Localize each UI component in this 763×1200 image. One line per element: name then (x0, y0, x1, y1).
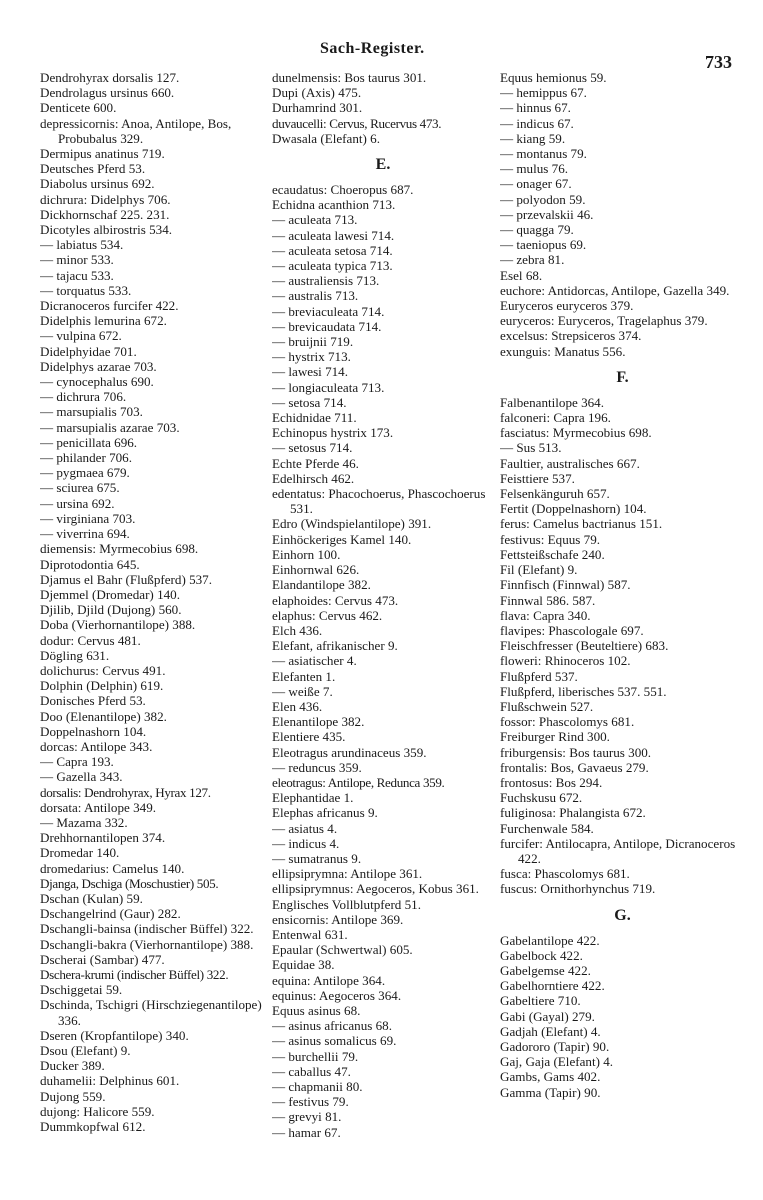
index-entry: — aculeata lawesi 714. (272, 227, 395, 243)
section-letter: F. (616, 368, 629, 386)
index-entry: Diprotodontia 645. (40, 556, 140, 572)
index-entry: Equidae 38. (272, 957, 335, 973)
index-entry: — mulus 76. (500, 161, 569, 177)
index-entry: Dwasala (Elefant) 6. (272, 130, 380, 146)
index-entry: Fuchskusu 672. (500, 790, 583, 806)
index-entry: — sciurea 675. (40, 480, 120, 496)
index-entry: — setosa 714. (272, 394, 347, 410)
index-entry: Echte Pferde 46. (272, 455, 359, 471)
index-entry: — hamar 67. (272, 1124, 341, 1140)
index-entry: exunguis: Manatus 556. (500, 343, 626, 359)
index-entry: — Gazella 343. (40, 769, 123, 785)
index-entry: friburgensis: Bos taurus 300. (500, 744, 652, 760)
index-entry: Drehhornantilopen 374. (40, 830, 166, 846)
index-entry: euchore: Antidorcas, Antilope, Gazella 349. (500, 282, 730, 298)
index-entry: — aculeata 713. (272, 212, 358, 228)
index-entry: Doba (Vierhornantilope) 388. (40, 617, 196, 633)
index-entry: — kiang 59. (500, 130, 566, 146)
index-entry: Dseren (Kropfantilope) 340. (40, 1027, 189, 1043)
index-entry: dorcas: Antilope 343. (40, 738, 153, 754)
page-header (0, 40, 763, 70)
index-entry: festivus: Equus 79. (500, 531, 601, 547)
index-entry: dorsata: Antilope 349. (40, 799, 157, 815)
index-entry: — taeniopus 69. (500, 237, 587, 253)
index-entry: — pygmaea 679. (40, 465, 130, 481)
index-entry: ellipsiprymnus: Aegoceros, Kobus 361. (272, 881, 479, 897)
index-entry: elaphus: Cervus 462. (272, 607, 383, 623)
index-entry: Echidna acanthion 713. (272, 197, 396, 213)
index-entry: — grevyi 81. (272, 1109, 342, 1125)
index-entry: — zebra 81. (500, 252, 565, 268)
index-entry: Didelphys azarae 703. (40, 358, 157, 374)
index-entry: Dschangli-bakra (Vierhornantilope) 388. (40, 936, 254, 952)
index-entry: Dermipus anatinus 719. (40, 146, 165, 162)
index-entry: diemensis: Myrmecobius 698. (40, 541, 199, 557)
index-entry: Dscherai (Sambar) 477. (40, 951, 165, 967)
index-entry: Doo (Elenantilope) 382. (40, 708, 167, 724)
index-entry: — philander 706. (40, 450, 133, 466)
index-entry: fossor: Phascolomys 681. (500, 714, 635, 730)
index-entry: Flußpferd 537. (500, 668, 578, 684)
index-entry: Echidnidae 711. (272, 410, 357, 426)
index-entry: Diabolus ursinus 692. (40, 176, 155, 192)
index-entry: Equus asinus 68. (272, 1002, 361, 1018)
index-entry: — sumatranus 9. (272, 850, 362, 866)
index-entry: Elch 436. (272, 622, 323, 638)
index-entry: fusca: Phascolomys 681. (500, 866, 630, 882)
index-entry: floweri: Rhinoceros 102. (500, 653, 631, 669)
index-entry: — asiatus 4. (272, 820, 338, 836)
index-entry: — asiatischer 4. (272, 653, 357, 669)
index-entry: — lawesi 714. (272, 364, 349, 380)
index-entry: Gadororo (Tapir) 90. (500, 1038, 610, 1054)
section-letter: G. (614, 906, 631, 924)
page-number: 733 (705, 52, 732, 72)
index-entry: — minor 533. (40, 252, 114, 268)
index-entry: Djemmel (Dromedar) 140. (40, 586, 180, 602)
index-entry: — penicillata 696. (40, 434, 138, 450)
index-entry: Flußschwein 527. (500, 698, 594, 714)
index-entry: Elen 436. (272, 698, 323, 714)
index-entry: Elephas africanus 9. (272, 805, 378, 821)
index-entry: Elentiere 435. (272, 729, 346, 745)
index-entry: Falbenantilope 364. (500, 394, 605, 410)
index-entry: Doppelnashorn 104. (40, 723, 147, 739)
index-entry: Denticete 600. (40, 100, 117, 116)
index-entry: equina: Antilope 364. (272, 972, 386, 988)
index-entry: Dögling 631. (40, 647, 110, 663)
index-entry: Furchenwale 584. (500, 820, 594, 836)
index-entry: dorsalis: Dendrohyrax, Hyrax 127. (40, 784, 211, 800)
index-entry: — asinus africanus 68. (272, 1018, 392, 1034)
index-entry: dunelmensis: Bos taurus 301. (272, 70, 427, 85)
index-entry: excelsus: Strepsiceros 374. (500, 328, 642, 344)
index-entry: Gabelantilope 422. (500, 932, 600, 948)
index-entry: Durhamrind 301. (272, 100, 363, 116)
index-entry: Dickhornschaf 225. 231. (40, 206, 170, 222)
index-entry: — onager 67. (500, 176, 572, 192)
index-entry: Dupi (Axis) 475. (272, 85, 362, 101)
index-entry: dodur: Cervus 481. (40, 632, 141, 648)
index-entry: Flußpferd, liberisches 537. 551. (500, 683, 667, 699)
index-entry: Entenwal 631. (272, 926, 348, 942)
index-entry: frontalis: Bos, Gavaeus 279. (500, 759, 649, 775)
index-entry: equinus: Aegoceros 364. (272, 987, 402, 1003)
index-entry: Freiburger Rind 300. (500, 729, 610, 745)
index-entry: Feisttiere 537. (500, 470, 575, 486)
index-entry: Gabelgemse 422. (500, 962, 591, 978)
index-entry: — bruijnii 719. (272, 334, 354, 350)
index-entry: — ursina 692. (40, 495, 115, 511)
index-entry: — burchellii 79. (272, 1048, 359, 1064)
index-entry: — longiaculeata 713. (272, 379, 385, 395)
index-entry: — hinnus 67. (500, 100, 571, 116)
index-entry: Fettsteißschafe 240. (500, 546, 605, 562)
index-entry: — virginiana 703. (40, 510, 136, 526)
index-entry: Didelphis lemurina 672. (40, 313, 167, 329)
index-entry: Elandantilope 382. (272, 577, 371, 593)
index-entry: Fertit (Doppelnashorn) 104. (500, 501, 647, 517)
index-entry: — dichrura 706. (40, 389, 127, 405)
index-entry: Dschan (Kulan) 59. (40, 890, 143, 906)
index-entry: Finnfisch (Finnwal) 587. (500, 577, 631, 593)
index-entry: edentatus: Phacochoerus, Phascochoerus 531. (272, 486, 486, 517)
index-entry: — indicus 4. (272, 835, 340, 851)
index-entry: Dendrolagus ursinus 660. (40, 85, 175, 101)
index-entry: Edelhirsch 462. (272, 470, 355, 486)
index-entry: — marsupialis 703. (40, 404, 143, 420)
index-entry: Gamma (Tapir) 90. (500, 1084, 601, 1100)
index-entry: euryceros: Euryceros, Tragelaphus 379. (500, 313, 708, 329)
index-entry: Fleischfresser (Beuteltiere) 683. (500, 638, 669, 654)
index-entry: Didelphyidae 701. (40, 343, 137, 359)
index-entry: Djamus el Bahr (Flußpferd) 537. (40, 571, 213, 587)
index-column-2 (272, 70, 494, 1140)
index-entry: Gaj, Gaja (Elefant) 4. (500, 1054, 614, 1070)
index-entry: — festivus 79. (272, 1094, 349, 1110)
index-entry: — torquatus 533. (40, 282, 132, 298)
index-entry: Edro (Windspielantilope) 391. (272, 516, 432, 532)
index-entry: Fil (Elefant) 9. (500, 562, 578, 578)
index-entry: — aculeata setosa 714. (272, 242, 393, 258)
index-entry: Deutsches Pferd 53. (40, 161, 146, 177)
index-entry: — weiße 7. (272, 683, 333, 699)
index-entry: Dolphin (Delphin) 619. (40, 678, 164, 694)
index-entry: Gadjah (Elefant) 4. (500, 1023, 601, 1039)
index-entry: ellipsiprymna: Antilope 361. (272, 866, 423, 882)
index-entry: Gabi (Gayal) 279. (500, 1008, 595, 1024)
index-entry: dolichurus: Cervus 491. (40, 662, 166, 678)
index-entry: duhamelii: Delphinus 601. (40, 1073, 180, 1089)
index-entry: — aculeata typica 713. (272, 258, 393, 274)
index-entry: — breviaculeata 714. (272, 303, 385, 319)
index-entry: duvaucelli: Cervus, Rucervus 473. (272, 115, 442, 131)
index-entry: flavipes: Phascologale 697. (500, 622, 644, 638)
index-entry: — vulpina 672. (40, 328, 122, 344)
index-entry: Einhornwal 626. (272, 562, 360, 578)
index-entry: Felsenkänguruh 657. (500, 486, 610, 502)
index-entry: furcifer: Antilocapra, Antilope, Dicranoceros 422. (500, 835, 736, 866)
index-entry: — hemippus 67. (500, 85, 587, 101)
index-entry: Gambs, Gams 402. (500, 1069, 601, 1085)
index-entry: — brevicaudata 714. (272, 318, 382, 334)
index-entry: — hystrix 713. (272, 349, 351, 365)
index-entry: Dschera-krumi (indischer Büffel) 322. (40, 966, 229, 982)
index-entry: — chapmanii 80. (272, 1079, 363, 1094)
index-entry: Dschangelrind (Gaur) 282. (40, 906, 181, 922)
index-entry: — australis 713. (272, 288, 359, 304)
index-entry: fuliginosa: Phalangista 672. (500, 805, 646, 821)
index-entry: dujong: Halicore 559. (40, 1103, 155, 1119)
index-entry: Dschangli-bainsa (indischer Büffel) 322. (40, 921, 254, 937)
index-entry: eleotragus: Antilope, Redunca 359. (272, 774, 445, 790)
index-column-3 (500, 70, 745, 1100)
index-entry: Elephantidae 1. (272, 790, 354, 806)
index-entry: — przevalskii 46. (500, 206, 594, 222)
index-entry: dromedarius: Camelus 140. (40, 860, 185, 876)
index-entry: Gabeltiere 710. (500, 993, 581, 1009)
index-entry: ecaudatus: Choeropus 687. (272, 182, 414, 198)
index-entry: Dsou (Elefant) 9. (40, 1043, 131, 1058)
index-entry: Djanga, Dschiga (Moschustier) 505. (40, 875, 219, 891)
index-entry: Elefanten 1. (272, 668, 336, 684)
index-entry: — Mazama 332. (40, 814, 128, 830)
index-entry: dichrura: Didelphys 706. (40, 191, 171, 207)
index-entry: Elenantilope 382. (272, 714, 365, 730)
index-entry: Dicranoceros furcifer 422. (40, 298, 179, 314)
index-entry: Gabelhorntiere 422. (500, 978, 605, 994)
index-entry: Faultier, australisches 667. (500, 455, 640, 471)
index-entry: — tajacu 533. (40, 267, 114, 283)
index-entry: — asinus somalicus 69. (272, 1033, 397, 1049)
index-entry: Finnwal 586. 587. (500, 592, 596, 608)
index-entry: Dummkopfwal 612. (40, 1119, 146, 1135)
index-entry: Englisches Vollblutpferd 51. (272, 896, 421, 912)
index-entry: — viverrina 694. (40, 526, 130, 542)
index-entry: — quagga 79. (500, 222, 574, 238)
index-entry: falconeri: Capra 196. (500, 410, 611, 426)
index-entry: flava: Capra 340. (500, 607, 591, 623)
index-entry: ferus: Camelus bactrianus 151. (500, 516, 663, 532)
index-entry: Elefant, afrikanischer 9. (272, 638, 398, 654)
index-entry: Dujong 559. (40, 1088, 106, 1104)
index-entry: Gabelbock 422. (500, 947, 583, 963)
index-entry: Dschinda, Tschigri (Hirschziegenantilope) 336. (40, 997, 262, 1028)
index-entry: Ducker 389. (40, 1058, 105, 1074)
running-title: Sach-Register. (320, 40, 425, 57)
index-entry: Dendrohyrax dorsalis 127. (40, 70, 180, 85)
index-entry: — australiensis 713. (272, 273, 380, 289)
index-entry: Eleotragus arundinaceus 359. (272, 744, 427, 760)
index-entry: Einhorn 100. (272, 546, 341, 562)
index-entry: elaphoides: Cervus 473. (272, 592, 399, 608)
index-entry: Donisches Pferd 53. (40, 693, 146, 709)
index-entry: Djilib, Djild (Dujong) 560. (40, 602, 182, 618)
index-entry: — Sus 513. (500, 440, 562, 456)
index-entry: — reduncus 359. (272, 759, 362, 775)
index-entry: — marsupialis azarae 703. (40, 419, 180, 435)
index-entry: Equus hemionus 59. (500, 70, 607, 85)
index-entry: Epaular (Schwertwal) 605. (272, 942, 413, 958)
index-column-1 (40, 70, 268, 1134)
index-entry: Dschiggetai 59. (40, 982, 123, 998)
index-entry: — labiatus 534. (40, 237, 124, 253)
index-entry: ensicornis: Antilope 369. (272, 911, 404, 927)
index-entry: Echinopus hystrix 173. (272, 425, 394, 441)
index-entry: — indicus 67. (500, 115, 574, 131)
index-entry: depressicornis: Anoa, Antilope, Bos, Probubalus 329. (40, 115, 232, 146)
index-entry: fuscus: Ornithorhynchus 719. (500, 881, 656, 897)
index-entry: — Capra 193. (40, 754, 114, 770)
index-entry: — montanus 79. (500, 146, 587, 162)
index-entry: — caballus 47. (272, 1063, 351, 1079)
index-entry: — polyodon 59. (500, 191, 586, 207)
index-entry: frontosus: Bos 294. (500, 774, 603, 790)
section-letter: E. (375, 156, 391, 174)
index-entry: Esel 68. (500, 267, 543, 283)
index-entry: Euryceros euryceros 379. (500, 298, 634, 314)
index-entry: Einhöckeriges Kamel 140. (272, 531, 412, 547)
index-entry: Dromedar 140. (40, 845, 120, 861)
index-entry: Dicotyles albirostris 534. (40, 222, 173, 238)
index-entry: — setosus 714. (272, 440, 353, 456)
index-entry: — cynocephalus 690. (40, 374, 154, 390)
index-entry: fasciatus: Myrmecobius 698. (500, 425, 652, 441)
